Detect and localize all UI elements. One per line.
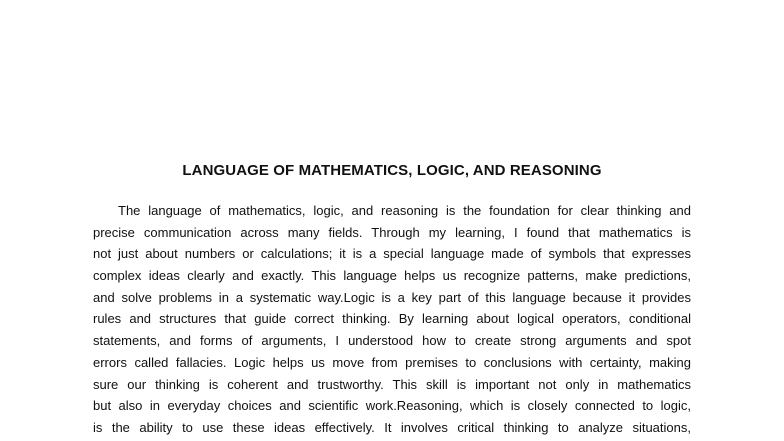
paragraph-line: statements, and forms of arguments, I understood how to create strong arguments and spot: [93, 333, 691, 349]
paragraph-line: precise communication across many fields. Through my learning, I found that mathematics is: [93, 224, 691, 240]
paragraph-line: The language of mathematics, logic, and reasoning is the foundation for clear thinking and: [118, 203, 691, 218]
body-paragraph: [93, 200, 691, 439]
paragraph-line: is the ability to use these ideas effectively. It involves critical thinking to analyze situations,: [93, 419, 691, 435]
paragraph-line: errors called fallacies. Logic helps us move from premises to conclusions with certainty, making: [93, 354, 691, 370]
paragraph-line: not just about numbers or calculations; it is a special language made of symbols that expresses: [93, 246, 691, 262]
paragraph-line: but also in everyday choices and scientific work.Reasoning, which is closely connected to logic,: [93, 398, 691, 414]
paragraph-line: sure our thinking is coherent and trustworthy. This skill is important not only in mathematics: [93, 376, 691, 392]
paragraph-line: and solve problems in a systematic way.Logic is a key part of this language because it provides: [93, 289, 691, 305]
paragraph-line: rules and structures that guide correct thinking. By learning about logical operators, conditional: [93, 311, 691, 327]
paragraph-line: complex ideas clearly and exactly. This language helps us recognize patterns, make predictions,: [93, 268, 691, 284]
document-title: LANGUAGE OF MATHEMATICS, LOGIC, AND REASONING: [182, 162, 602, 179]
